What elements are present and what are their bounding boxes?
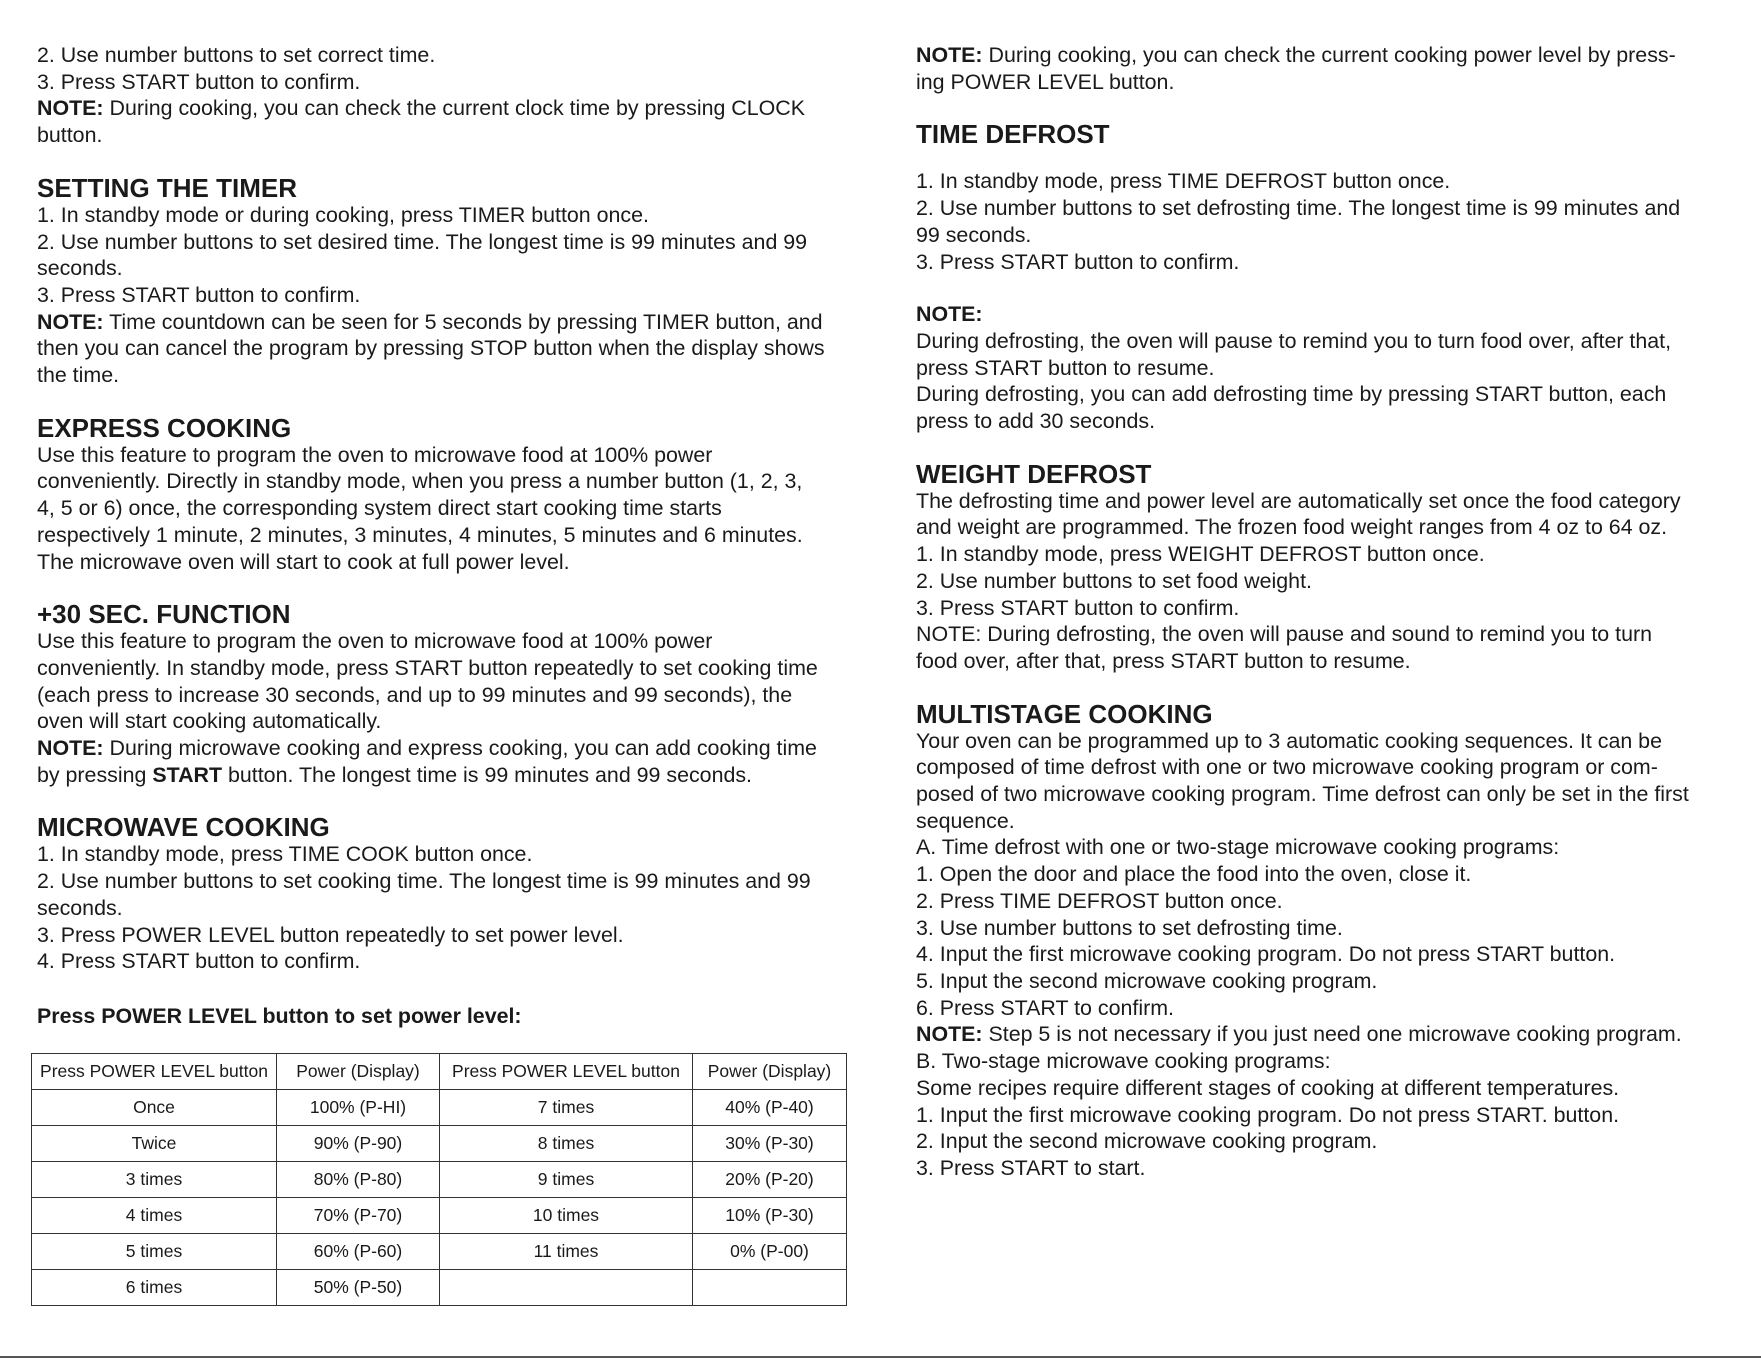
timer-line: 3. Press START button to confirm.: [37, 282, 361, 307]
note-label: NOTE:: [916, 43, 983, 67]
timer-note-cont: the time.: [37, 363, 120, 388]
power-note-cont: ing POWER LEVEL button.: [916, 69, 1175, 94]
time-defrost-note: During defrosting, you can add defrosting time by pressing START button, each: [916, 382, 1667, 407]
timer-note: [37, 309, 867, 336]
table-cell: 20% (P-20): [693, 1162, 847, 1198]
section-title-microwave: MICROWAVE COOKING: [37, 812, 330, 843]
multistage-line: 1. Open the door and place the food into the oven, close it.: [916, 862, 1472, 887]
note-text: During microwave cooking and express cooking, you can add cooking time: [103, 736, 817, 761]
clock-note-cont: button.: [37, 123, 103, 148]
section-title-weight-defrost: WEIGHT DEFROST: [916, 458, 1152, 489]
start-emphasis: START: [152, 762, 223, 787]
table-row: [32, 1126, 847, 1162]
microwave-line: seconds.: [37, 895, 123, 920]
microwave-line: 3. Press POWER LEVEL button repeatedly to set power level.: [37, 922, 624, 947]
note-text: Time countdown can be seen for 5 seconds by pressing TIMER button, and: [103, 309, 823, 334]
weight-defrost-line: 1. In standby mode, press WEIGHT DEFROST button once.: [916, 542, 1485, 567]
microwave-line: 1. In standby mode, press TIME COOK button once.: [37, 842, 533, 867]
weight-defrost-line: 2. Use number buttons to set food weight.: [916, 568, 1312, 593]
plus30-line: Use this feature to program the oven to microwave food at 100% power: [37, 629, 713, 654]
table-row: [32, 1234, 847, 1270]
table-row: [32, 1198, 847, 1234]
table-cell: 3 times: [32, 1162, 277, 1198]
express-line: conveniently. Directly in standby mode, when you press a number button (1, 2, 3,: [37, 469, 803, 494]
weight-defrost-line: The defrosting time and power level are automatically set once the food category: [916, 488, 1681, 513]
multistage-line: Some recipes require different stages of cooking at different temperatures.: [916, 1075, 1620, 1100]
note-label: NOTE:: [37, 309, 104, 334]
plus30-line: (each press to increase 30 seconds, and up to 99 minutes and 99 seconds), the: [37, 682, 793, 707]
table-cell: Twice: [32, 1126, 277, 1162]
timer-line: 1. In standby mode or during cooking, press TIMER button once.: [37, 202, 649, 227]
time-defrost-note-label: NOTE:: [916, 302, 983, 327]
table-cell: 50% (P-50): [277, 1270, 440, 1306]
table-cell: 9 times: [440, 1162, 693, 1198]
intro-step-2: 2. Use number buttons to set correct time.: [37, 43, 436, 67]
table-header: Press POWER LEVEL button: [32, 1054, 277, 1090]
multistage-line: 4. Input the first microwave cooking program. Do not press START button.: [916, 942, 1616, 967]
multistage-line: A. Time defrost with one or two-stage microwave cooking programs:: [916, 835, 1560, 860]
multistage-line: composed of time defrost with one or two microwave cooking program or com-: [916, 755, 1658, 780]
microwave-line: 2. Use number buttons to set cooking time. The longest time is 99 minutes and 99: [37, 869, 811, 894]
note-text: During cooking, you can check the current clock time by pressing CLOCK: [103, 96, 805, 121]
table-cell: 40% (P-40): [693, 1090, 847, 1126]
weight-defrost-line: 3. Press START button to confirm.: [916, 595, 1240, 620]
table-cell: 100% (P-HI): [277, 1090, 440, 1126]
table-cell: 5 times: [32, 1234, 277, 1270]
note-label: NOTE:: [37, 96, 104, 121]
section-title-timer: SETTING THE TIMER: [37, 172, 297, 203]
note-text: Step 5 is not necessary if you just need one microwave cooking program.: [982, 1022, 1682, 1047]
time-defrost-line: 3. Press START button to confirm.: [916, 249, 1240, 274]
plus30-line: conveniently. In standby mode, press START button repeatedly to set cooking time: [37, 655, 818, 680]
section-title-multistage: MULTISTAGE COOKING: [916, 698, 1213, 729]
plus30-line: oven will start cooking automatically.: [37, 709, 382, 734]
multistage-line: 1. Input the first microwave cooking program. Do not press START. button.: [916, 1102, 1620, 1127]
weight-defrost-line: and weight are programmed. The frozen food weight ranges from 4 oz to 64 oz.: [916, 515, 1668, 540]
weight-defrost-line: food over, after that, press START button to resume.: [916, 648, 1411, 673]
multistage-note: [916, 1021, 1736, 1048]
note-label: NOTE:: [37, 736, 104, 761]
power-note: [916, 42, 1736, 69]
table-row: [32, 1162, 847, 1198]
weight-defrost-line: NOTE: During defrosting, the oven will pause and sound to remind you to turn: [916, 622, 1653, 647]
right-column: [916, 42, 1736, 1182]
table-cell: 6 times: [32, 1270, 277, 1306]
note-label: NOTE:: [916, 1022, 983, 1047]
express-line: 4, 5 or 6) once, the corresponding system direct start cooking time starts: [37, 496, 722, 521]
plus30-note: [37, 735, 867, 762]
timer-note-cont: then you can cancel the program by pressing STOP button when the display shows: [37, 336, 825, 361]
timer-line: seconds.: [37, 256, 123, 281]
clock-note: [37, 95, 867, 122]
timer-line: 2. Use number buttons to set desired time. The longest time is 99 minutes and 99: [37, 229, 808, 254]
table-cell: 11 times: [440, 1234, 693, 1270]
time-defrost-line: 2. Use number buttons to set defrosting time. The longest time is 99 minutes and: [916, 196, 1681, 221]
note-text: During cooking, you can check the current cooking power level by press-: [982, 43, 1676, 67]
left-column: [37, 42, 867, 1030]
time-defrost-note: During defrosting, the oven will pause to remind you to turn food over, after that,: [916, 328, 1672, 353]
note-text: button. The longest time is 99 minutes and 99 seconds.: [222, 762, 753, 787]
time-defrost-note: press to add 30 seconds.: [916, 409, 1156, 434]
table-cell: 30% (P-30): [693, 1126, 847, 1162]
table-cell: 60% (P-60): [277, 1234, 440, 1270]
multistage-line: 2. Press TIME DEFROST button once.: [916, 888, 1283, 913]
note-text: by pressing: [37, 762, 153, 787]
table-cell: 7 times: [440, 1090, 693, 1126]
plus30-note-cont: [37, 762, 867, 789]
intro-step-3: 3. Press START button to confirm.: [37, 69, 361, 94]
section-title-plus30: +30 SEC. FUNCTION: [37, 599, 291, 630]
multistage-line: 2. Input the second microwave cooking program.: [916, 1129, 1378, 1154]
multistage-line: Your oven can be programmed up to 3 automatic cooking sequences. It can be: [916, 728, 1662, 753]
power-level-subtitle: Press POWER LEVEL button to set power level:: [37, 1003, 522, 1028]
multistage-line: 3. Press START to start.: [916, 1155, 1146, 1180]
table-cell: 90% (P-90): [277, 1126, 440, 1162]
table-cell: [440, 1270, 693, 1306]
table-header-row: [32, 1054, 847, 1090]
table-cell: 0% (P-00): [693, 1234, 847, 1270]
spacer: [916, 275, 1736, 301]
express-line: respectively 1 minute, 2 minutes, 3 minutes, 4 minutes, 5 minutes and 6 minutes.: [37, 522, 803, 547]
table-header: Press POWER LEVEL button: [440, 1054, 693, 1090]
express-line: The microwave oven will start to cook at full power level.: [37, 549, 570, 574]
table-cell: 10 times: [440, 1198, 693, 1234]
table-cell: 10% (P-30): [693, 1198, 847, 1234]
table-header: Power (Display): [693, 1054, 847, 1090]
table-cell: 80% (P-80): [277, 1162, 440, 1198]
table-header: Power (Display): [277, 1054, 440, 1090]
table-cell: 4 times: [32, 1198, 277, 1234]
table-cell: Once: [32, 1090, 277, 1126]
table-cell: 70% (P-70): [277, 1198, 440, 1234]
table-row: [32, 1270, 847, 1306]
table-cell: 8 times: [440, 1126, 693, 1162]
bottom-divider: [0, 1356, 1761, 1358]
multistage-line: 6. Press START to confirm.: [916, 995, 1174, 1020]
multistage-line: B. Two-stage microwave cooking programs:: [916, 1049, 1331, 1074]
time-defrost-line: 99 seconds.: [916, 222, 1032, 247]
multistage-line: 3. Use number buttons to set defrosting time.: [916, 915, 1343, 940]
section-title-express: EXPRESS COOKING: [37, 412, 292, 443]
table-row: [32, 1090, 847, 1126]
section-title-time-defrost: TIME DEFROST: [916, 119, 1110, 150]
time-defrost-line: 1. In standby mode, press TIME DEFROST button once.: [916, 169, 1451, 194]
express-line: Use this feature to program the oven to microwave food at 100% power: [37, 442, 713, 467]
multistage-line: posed of two microwave cooking program. Time defrost can only be set in the first: [916, 782, 1689, 807]
microwave-line: 4. Press START button to confirm.: [37, 949, 361, 974]
time-defrost-note: press START button to resume.: [916, 355, 1215, 380]
power-level-table: [31, 1053, 847, 1306]
multistage-line: 5. Input the second microwave cooking program.: [916, 968, 1378, 993]
multistage-line: sequence.: [916, 808, 1015, 833]
table-cell: [693, 1270, 847, 1306]
